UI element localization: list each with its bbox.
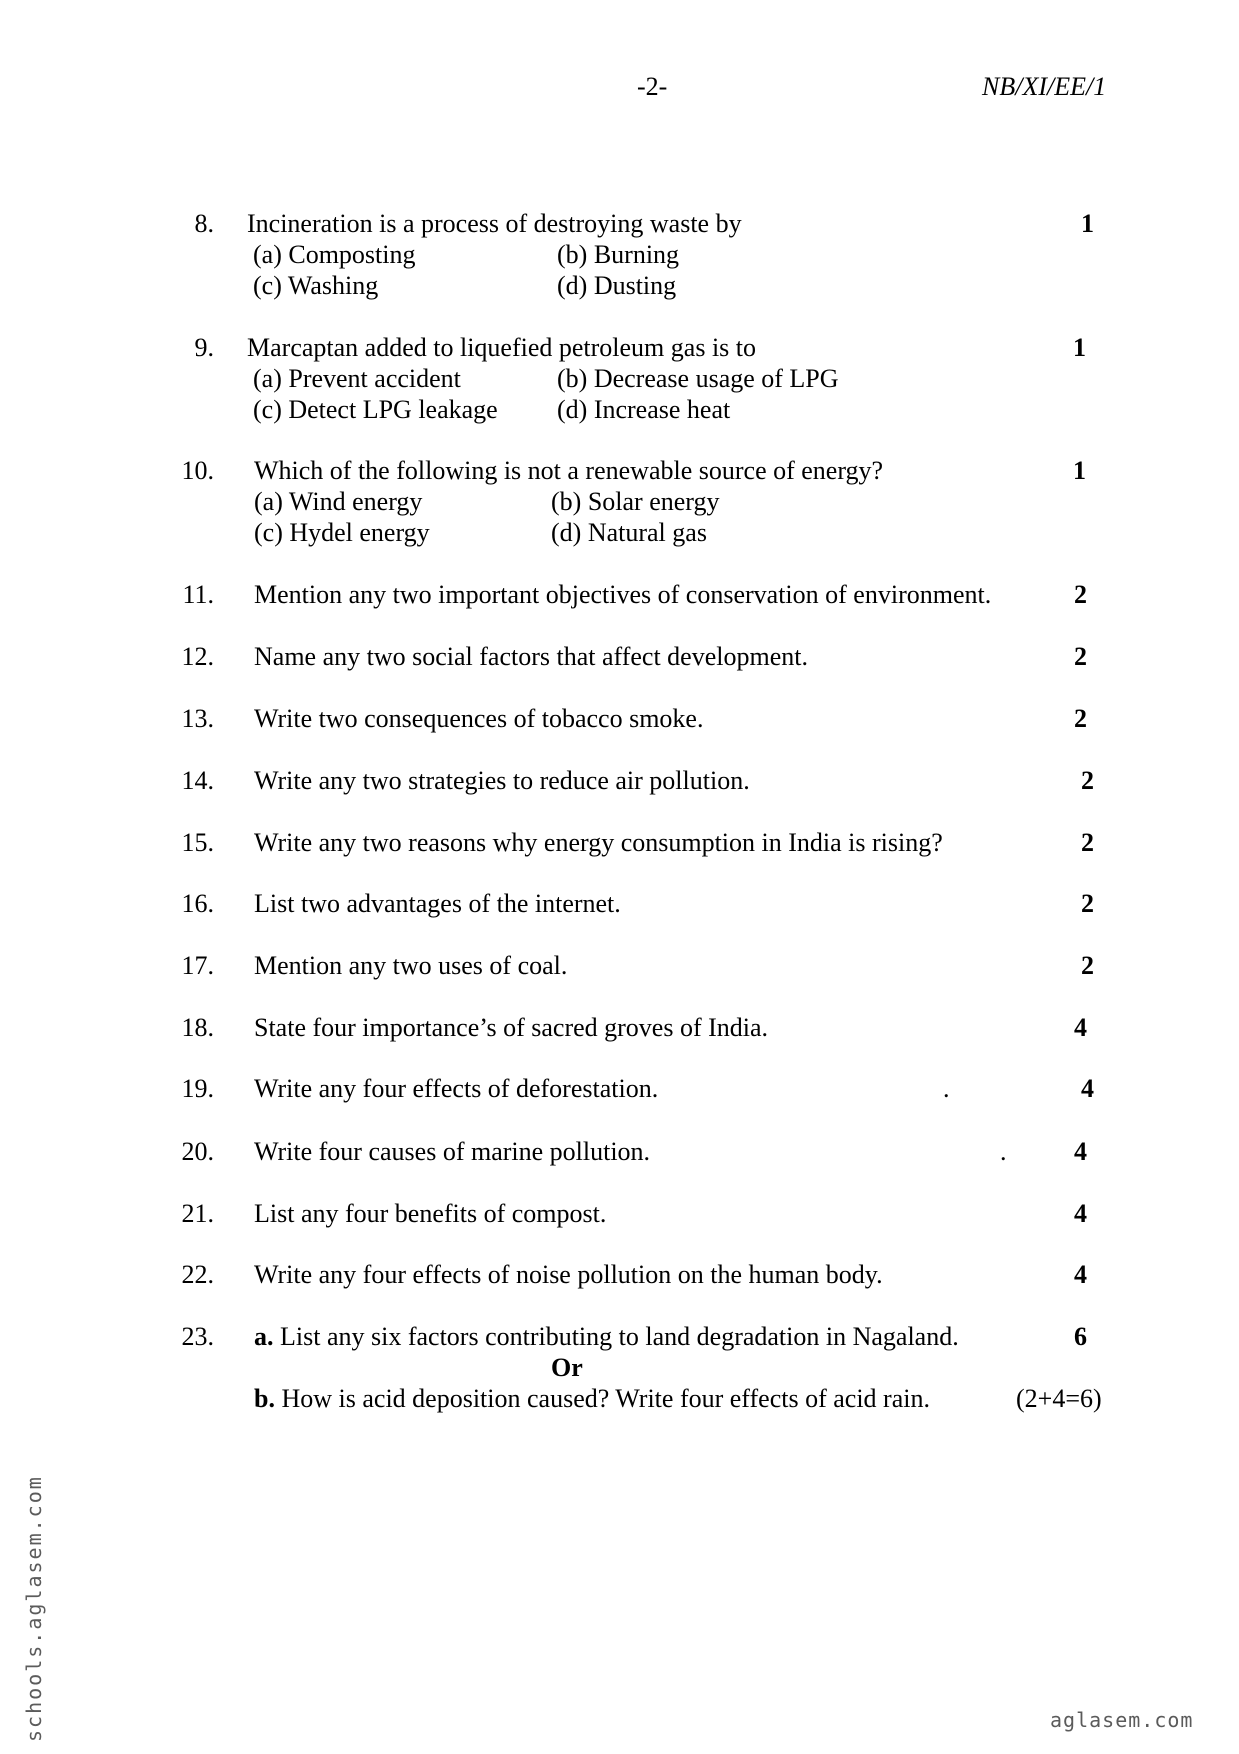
part-a-text: List any six factors contributing to land degradation in Nagaland. — [273, 1322, 959, 1351]
question-text: List two advantages of the internet. — [254, 889, 621, 918]
question-marks: 4 — [1074, 1199, 1087, 1228]
question-text: Name any two social factors that affect development. — [254, 642, 808, 671]
question-number: 18. — [181, 1013, 214, 1042]
question-number: 15. — [181, 828, 214, 857]
side-watermark: schools.aglasem.com — [22, 1475, 46, 1742]
option-a: (a) Composting — [253, 240, 416, 269]
question-marks: 2 — [1081, 766, 1094, 795]
question-number: 22. — [181, 1260, 214, 1289]
question-text: Marcaptan added to liquefied petroleum gas is to — [247, 333, 757, 362]
question-marks: 1 — [1081, 209, 1094, 238]
question-text: Write any two reasons why energy consumption in India is rising? — [254, 828, 943, 857]
question-text: Mention any two important objectives of conservation of environment. — [254, 580, 992, 609]
part-a-label: a. — [254, 1322, 274, 1351]
question-number: 9. — [194, 333, 214, 362]
question-number: 23. — [181, 1322, 214, 1351]
part-b-label: b. — [254, 1384, 275, 1413]
option-d: (d) Dusting — [557, 271, 677, 300]
question-number: 8. — [194, 209, 214, 238]
question-marks: 4 — [1081, 1074, 1094, 1103]
question-text: Incineration is a process of destroying waste by — [247, 209, 742, 238]
stray-dot: . — [943, 1074, 950, 1103]
question-text: Write four causes of marine pollution. — [254, 1137, 651, 1166]
question-number: 10. — [181, 456, 214, 485]
option-c: (c) Hydel energy — [254, 518, 430, 547]
question-marks: 1 — [1073, 333, 1086, 362]
option-c: (c) Washing — [253, 271, 379, 300]
option-b: (b) Burning — [557, 240, 680, 269]
question-text: Write any two strategies to reduce air pollution. — [254, 766, 750, 795]
stray-dot: . — [1000, 1137, 1007, 1166]
option-d: (d) Natural gas — [551, 518, 707, 547]
question-marks: 2 — [1081, 951, 1094, 980]
question-text: Mention any two uses of coal. — [254, 951, 568, 980]
question-number: 16. — [181, 889, 214, 918]
option-a: (a) Wind energy — [254, 487, 423, 516]
part-b-marks: (2+4=6) — [1016, 1384, 1102, 1413]
question-marks: 1 — [1073, 456, 1086, 485]
question-text: State four importance’s of sacred groves of India. — [254, 1013, 769, 1042]
question-marks: 2 — [1081, 828, 1094, 857]
question-number: 17. — [181, 951, 214, 980]
question-23b — [254, 1383, 930, 1414]
paper-code: NB/XI/EE/1 — [982, 72, 1107, 101]
page-number: -2- — [637, 72, 668, 101]
or-separator: Or — [551, 1353, 583, 1382]
option-d: (d) Increase heat — [557, 395, 731, 424]
option-c: (c) Detect LPG leakage — [253, 395, 498, 424]
question-number: 13. — [181, 704, 214, 733]
question-23a — [254, 1321, 959, 1352]
question-text: Write two consequences of tobacco smoke. — [254, 704, 704, 733]
part-a-marks: 6 — [1074, 1322, 1087, 1351]
question-number: 21. — [181, 1199, 214, 1228]
question-number: 19. — [181, 1074, 214, 1103]
question-marks: 4 — [1074, 1137, 1087, 1166]
option-b: (b) Solar energy — [551, 487, 720, 516]
question-text: Which of the following is not a renewable source of energy? — [254, 456, 884, 485]
question-marks: 4 — [1074, 1260, 1087, 1289]
question-marks: 2 — [1074, 580, 1087, 609]
question-marks: 2 — [1081, 889, 1094, 918]
option-a: (a) Prevent accident — [253, 364, 461, 393]
question-number: 14. — [181, 766, 214, 795]
part-b-text: How is acid deposition caused? Write four effects of acid rain. — [274, 1384, 930, 1413]
bottom-watermark: aglasem.com — [1050, 1708, 1194, 1732]
question-number: 11. — [182, 580, 214, 609]
question-number: 20. — [181, 1137, 214, 1166]
question-number: 12. — [181, 642, 214, 671]
question-text: List any four benefits of compost. — [254, 1199, 607, 1228]
question-marks: 2 — [1074, 704, 1087, 733]
question-text: Write any four effects of deforestation. — [254, 1074, 659, 1103]
question-marks: 4 — [1074, 1013, 1087, 1042]
question-marks: 2 — [1074, 642, 1087, 671]
option-b: (b) Decrease usage of LPG — [557, 364, 839, 393]
question-text: Write any four effects of noise pollution on the human body. — [254, 1260, 883, 1289]
